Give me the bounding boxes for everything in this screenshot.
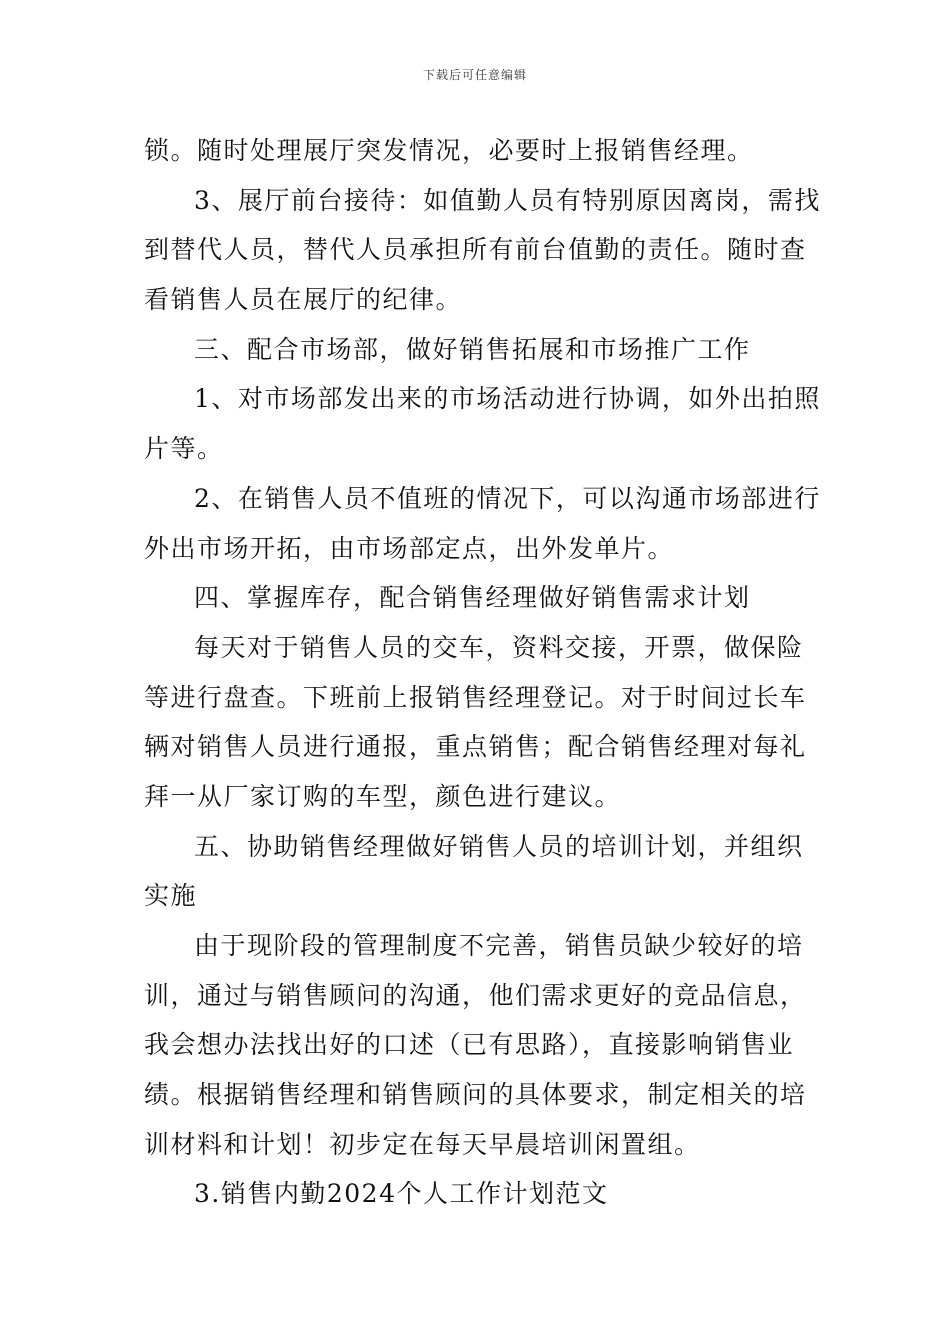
text-line: 训，通过与销售顾问的沟通，他们需求更好的竞品信息， [144, 980, 807, 1010]
text-line: 片等。 [144, 434, 224, 464]
text-line: 到替代人员，替代人员承担所有前台值勤的责任。随时查 [144, 235, 807, 265]
text-line: 绩。根据销售经理和销售顾问的具体要求，制定相关的培 [144, 1080, 807, 1110]
text-line: 实施 [144, 881, 198, 911]
text-line: 三、配合市场部，做好销售拓展和市场推广工作 [194, 334, 751, 364]
text-line: 3.销售内勤2024个人工作计划范文 [194, 1179, 609, 1209]
document-body [144, 126, 821, 1219]
text-line: 辆对销售人员进行通报，重点销售；配合销售经理对每礼 [144, 732, 807, 762]
text-line: 训材料和计划！初步定在每天早晨培训闲置组。 [144, 1129, 701, 1159]
text-line: 锁。随时处理展厅突发情况，必要时上报销售经理。 [144, 136, 754, 165]
text-line: 等进行盘查。下班前上报销售经理登记。对于时间过长车 [144, 682, 807, 712]
text-line: 外出市场开拓，由市场部定点，出外发单片。 [144, 533, 675, 563]
text-line: 由于现阶段的管理制度不完善，销售员缺少较好的培 [194, 931, 804, 960]
text-line: 1、对市场部发出来的市场活动进行协调，如外出拍照 [194, 384, 821, 414]
text-line: 3、展厅前台接待：如值勤人员有特别原因离岗，需找 [194, 185, 821, 215]
text-line: 四、掌握库存，配合销售经理做好销售需求计划 [194, 583, 751, 613]
text-line: 看销售人员在展厅的纪律。 [144, 285, 463, 315]
text-line: 五、协助销售经理做好销售人员的培训计划，并组织 [194, 831, 804, 861]
text-line: 拜一从厂家订购的车型，颜色进行建议。 [144, 781, 622, 811]
page-header-note: 下载后可任意编辑 [422, 68, 527, 82]
text-line: 每天对于销售人员的交车，资料交接，开票，做保险 [194, 632, 804, 662]
text-line: 我会想办法找出好的口述（已有思路），直接影响销售业 [144, 1030, 795, 1060]
text-line: 2、在销售人员不值班的情况下，可以沟通市场部进行 [194, 483, 821, 513]
